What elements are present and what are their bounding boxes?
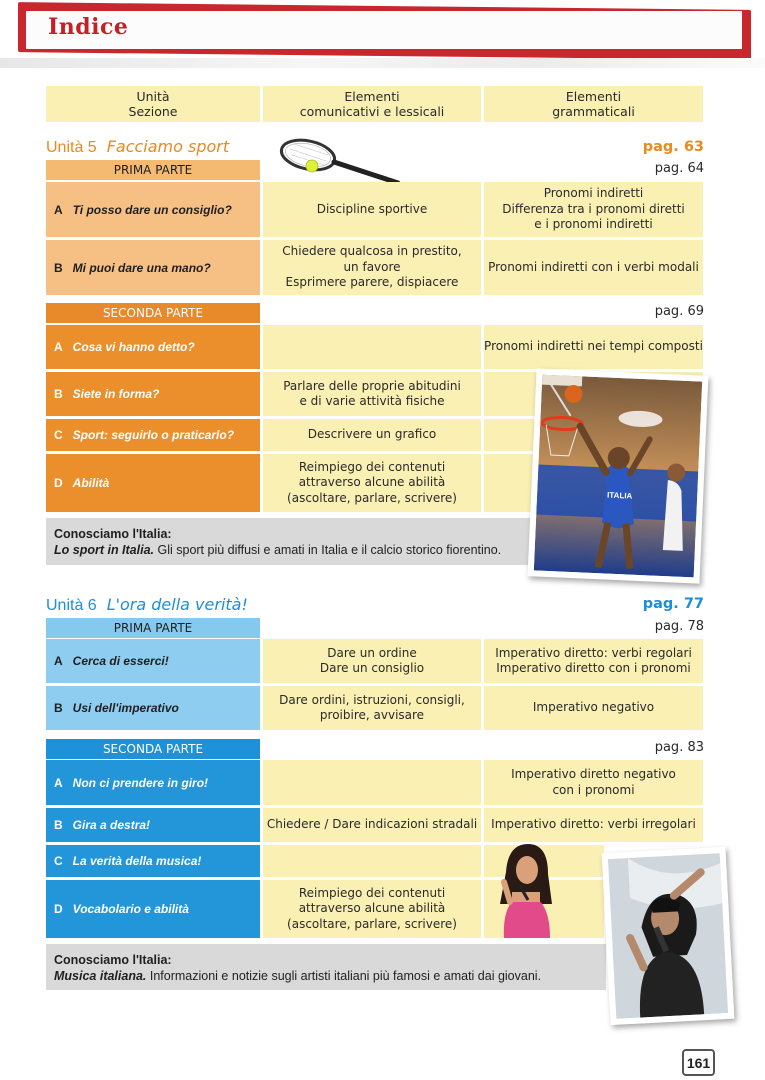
section-title: Non ci prendere in giro! (72, 775, 209, 790)
unit-6-part-2-page: pag. 83 (654, 740, 704, 755)
unit-6-part-1-page: pag. 78 (654, 619, 704, 634)
conosciamo-italia-box (46, 944, 606, 990)
section-title: Cerca di esserci! (72, 654, 169, 668)
unit-5-page: pag. 63 (642, 139, 704, 155)
section-row[interactable] (46, 240, 260, 295)
column-header-unit: Unità Sezione (46, 86, 260, 122)
communicative-cell: Reimpiego dei contenuti attraverso alcune abilità (ascoltare, parlare, scrivere) (263, 454, 481, 512)
section-row[interactable] (46, 419, 260, 451)
communicative-cell (263, 760, 481, 805)
section-title: Usi dell'imperativo (72, 701, 179, 715)
section-letter: C (54, 854, 63, 868)
section-letter: A (54, 654, 63, 668)
section-row[interactable] (46, 845, 260, 877)
basketball-photo (528, 368, 709, 583)
page-number: 161 (682, 1049, 715, 1076)
unit-5-part-2-page: pag. 69 (654, 304, 704, 319)
unit-6-part-2: SECONDA PARTE (46, 739, 260, 759)
grammar-cell: Pronomi indiretti Differenza tra i pronomi diretti e i pronomi indiretti (484, 182, 703, 237)
communicative-cell: Dare ordini, istruzioni, consigli, proibire, avvisare (263, 686, 481, 730)
column-header-communicative: Elementi comunicativi e lessicali (263, 86, 481, 122)
section-row[interactable] (46, 760, 260, 805)
section-letter: B (54, 818, 63, 832)
section-letter: D (54, 476, 63, 490)
unit-5-part-2: SECONDA PARTE (46, 303, 260, 323)
section-row[interactable] (46, 372, 260, 416)
section-title: Abilità (72, 476, 110, 490)
section-row[interactable] (46, 639, 260, 683)
unit-5-part-1-page: pag. 64 (654, 161, 704, 176)
unit-5-title: Unità 5 Facciamo sport (46, 137, 230, 156)
rock-singer-image (608, 853, 728, 1019)
section-title: Sport: seguirlo o praticarlo? (72, 428, 235, 442)
unit-6-title: Unità 6 L'ora della verità! (46, 595, 248, 614)
grammar-cell: Imperativo negativo (484, 686, 703, 730)
banner-inner (26, 11, 742, 49)
communicative-cell: Chiedere / Dare indicazioni stradali (263, 808, 481, 842)
conosciamo-italia-box (46, 518, 606, 565)
section-letter: D (54, 902, 63, 916)
section-row[interactable] (46, 325, 260, 369)
communicative-cell: Chiedere qualcosa in prestito, un favore Esprimere parere, dispiacere (263, 240, 481, 295)
know-text: Gli sport più diffusi e amati in Italia e il calcio storico fiorentino. (154, 543, 502, 557)
section-title: Cosa vi hanno detto? (72, 340, 195, 354)
section-letter: B (54, 701, 63, 715)
section-letter: A (54, 202, 63, 217)
singer-photo (490, 842, 562, 938)
section-letter: A (54, 775, 63, 790)
section-row[interactable] (46, 686, 260, 730)
communicative-cell: Parlare delle proprie abitudini e di varie attività fisiche (263, 372, 481, 416)
rock-singer-photo (602, 847, 735, 1025)
section-title: La verità della musica! (72, 854, 202, 868)
know-title: Conosciamo l'Italia: (54, 527, 172, 541)
section-title: Ti posso dare un consiglio? (72, 202, 232, 217)
section-title: Gira a destra! (72, 818, 151, 832)
unit-6-part-1: PRIMA PARTE (46, 618, 260, 638)
grammar-cell: Pronomi indiretti con i verbi modali (484, 240, 703, 295)
unit-5-part-1: PRIMA PARTE (46, 160, 260, 180)
basketball-image (534, 375, 702, 578)
communicative-cell (263, 325, 481, 369)
section-title: Mi puoi dare una mano? (72, 260, 211, 275)
section-letter: C (54, 428, 63, 442)
section-title: Vocabolario e abilità (72, 902, 189, 916)
grammar-cell: Imperativo diretto: verbi irregolari (484, 808, 703, 842)
communicative-cell: Dare un ordine Dare un consiglio (263, 639, 481, 683)
column-header-grammar: Elementi grammaticali (484, 86, 703, 122)
communicative-cell: Discipline sportive (263, 182, 481, 237)
section-letter: A (54, 340, 63, 354)
section-row[interactable] (46, 454, 260, 512)
know-text: Informazioni e notizie sugli artisti italiani più famosi e amati dai giovani. (146, 969, 542, 983)
know-topic: Musica italiana. (54, 969, 147, 983)
know-title: Conosciamo l'Italia: (54, 953, 172, 967)
communicative-cell (263, 845, 481, 877)
section-letter: B (54, 387, 63, 401)
banner-shadow (0, 58, 765, 68)
section-letter: B (54, 260, 63, 275)
grammar-cell: Imperativo diretto negativo con i pronomi (484, 760, 703, 805)
jersey-text: ITALIA (606, 490, 633, 501)
page-title: Indice (48, 14, 129, 40)
unit-6-page: pag. 77 (642, 596, 704, 612)
know-topic: Lo sport in Italia. (54, 543, 155, 557)
header-banner (0, 0, 765, 68)
section-row[interactable] (46, 182, 260, 237)
communicative-cell: Descrivere un grafico (263, 419, 481, 451)
section-row[interactable] (46, 880, 260, 938)
grammar-cell: Pronomi indiretti nei tempi composti (484, 325, 703, 369)
section-row[interactable] (46, 808, 260, 842)
communicative-cell: Reimpiego dei contenuti attraverso alcune abilità (ascoltare, parlare, scrivere) (263, 880, 481, 938)
grammar-cell: Imperativo diretto: verbi regolari Imperativo diretto con i pronomi (484, 639, 703, 683)
section-title: Siete in forma? (72, 387, 160, 401)
